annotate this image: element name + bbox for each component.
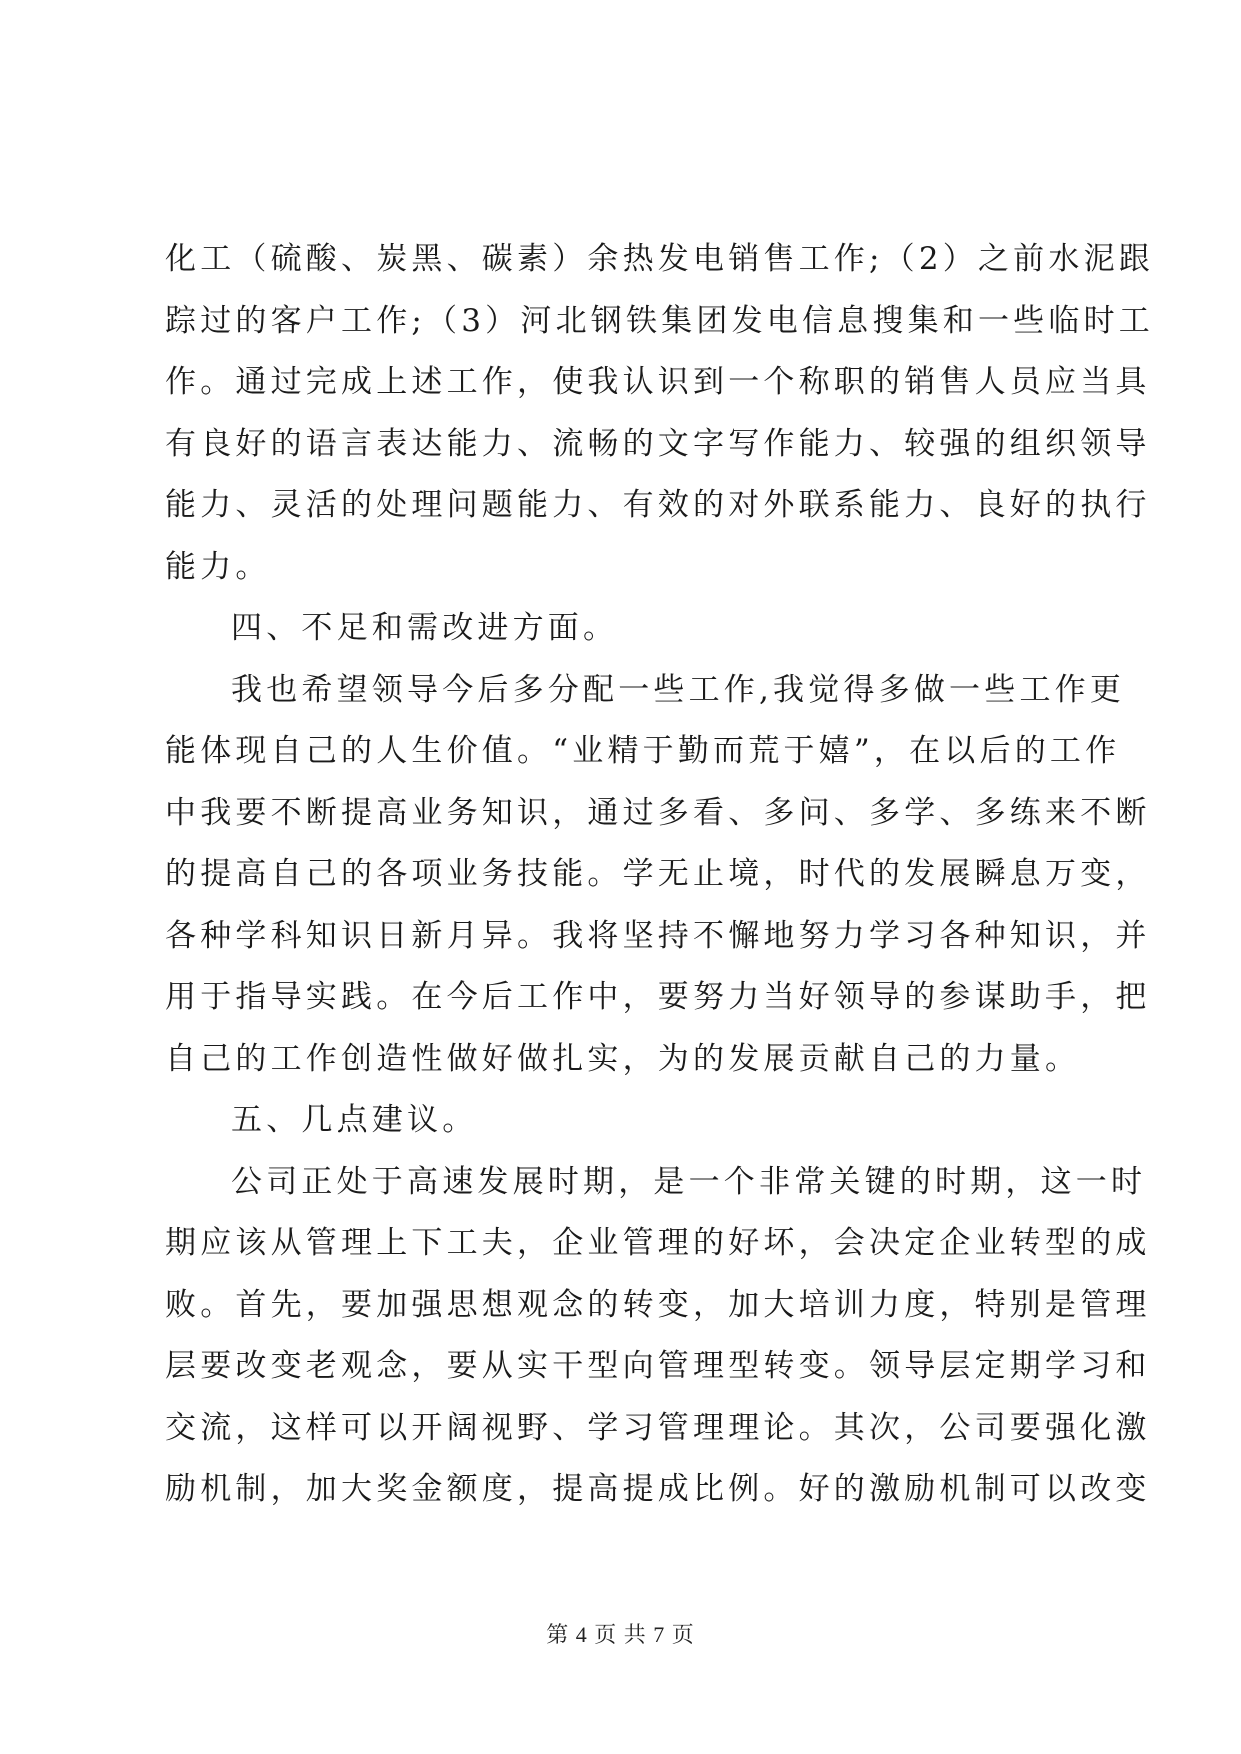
section-heading: 五、几点建议。 xyxy=(231,1102,478,1138)
document-body xyxy=(165,229,1154,1521)
text-line: 用于指导实践。在今后工作中，要努力当好领导的参谋助手，把 xyxy=(165,979,1151,1015)
text-line: 作。通过完成上述工作，使我认识到一个称职的销售人员应当具 xyxy=(165,364,1151,400)
text-line: 层要改变老观念，要从实干型向管理型转变。领导层定期学习和 xyxy=(165,1348,1151,1384)
text-line: 能力。 xyxy=(165,548,271,585)
text-line: 各种学科知识日新月异。我将坚持不懈地努力学习各种知识，并 xyxy=(165,917,1151,954)
text-line: 踪过的客户工作;（3）河北钢铁集团发电信息搜集和一些临时工 xyxy=(165,302,1154,339)
page-footer: 第 4 页 共 7 页 xyxy=(546,1622,695,1647)
text-line: 励机制，加大奖金额度，提高提成比例。好的激励机制可以改变 xyxy=(165,1471,1151,1507)
text-line: 自己的工作创造性做好做扎实，为的发展贡献自己的力量。 xyxy=(165,1040,1081,1077)
paragraph-start-line: 我也希望领导今后多分配一些工作,我觉得多做一些工作更 xyxy=(231,671,1126,708)
text-line: 化工（硫酸、炭黑、碳素）余热发电销售工作;（2）之前水泥跟 xyxy=(165,241,1154,277)
section-heading: 四、不足和需改进方面。 xyxy=(231,610,619,646)
paragraph-start-line: 公司正处于高速发展时期，是一个非常关键的时期，这一时 xyxy=(231,1163,1147,1200)
text-line: 中我要不断提高业务知识，通过多看、多问、多学、多练来不断 xyxy=(165,794,1151,831)
text-line: 败。首先，要加强思想观念的转变，加大培训力度，特别是管理 xyxy=(165,1286,1151,1323)
text-line: 的提高自己的各项业务技能。学无止境，时代的发展瞬息万变， xyxy=(165,856,1151,892)
text-line: 能体现自己的人生价值。“业精于勤而荒于嬉”，在以后的工作 xyxy=(165,733,1121,769)
text-line: 交流，这样可以开阔视野、学习管理理论。其次，公司要强化激 xyxy=(165,1409,1151,1446)
text-line: 能力、灵活的处理问题能力、有效的对外联系能力、良好的执行 xyxy=(165,487,1151,523)
text-line: 有良好的语言表达能力、流畅的文字写作能力、较强的组织领导 xyxy=(165,425,1151,462)
text-line: 期应该从管理上下工夫，企业管理的好坏，会决定企业转型的成 xyxy=(165,1225,1151,1261)
